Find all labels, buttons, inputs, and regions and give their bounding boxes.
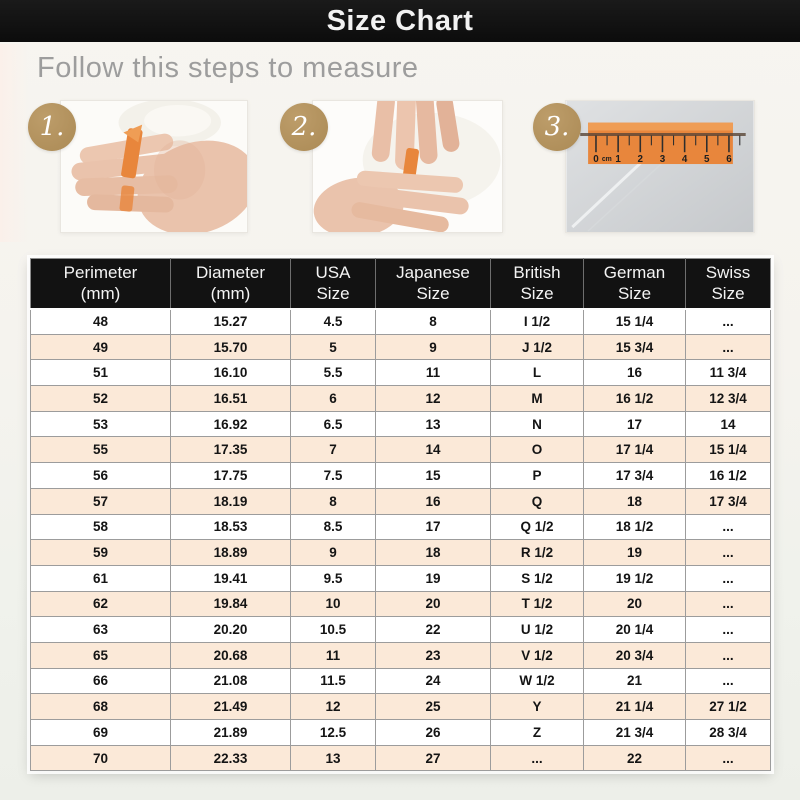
table-cell: 15 1/4 xyxy=(584,309,686,335)
steps-heading: Follow this steps to measure xyxy=(37,52,419,84)
table-cell: 24 xyxy=(376,668,491,694)
table-cell: 18.89 xyxy=(171,540,291,566)
table-cell: 21 1/4 xyxy=(584,694,686,720)
table-cell: 26 xyxy=(376,720,491,746)
table-row xyxy=(31,565,771,591)
table-cell: R 1/2 xyxy=(491,540,584,566)
step-1-badge xyxy=(28,103,76,151)
table-cell: 70 xyxy=(31,745,171,771)
table-cell: 48 xyxy=(31,309,171,335)
table-cell: 16 1/2 xyxy=(686,463,771,489)
table-cell: 27 1/2 xyxy=(686,694,771,720)
table-cell: 10.5 xyxy=(291,617,376,643)
table-cell: W 1/2 xyxy=(491,668,584,694)
table-header xyxy=(31,259,771,309)
table-cell: 10 xyxy=(291,591,376,617)
ruler-label-4: 4 xyxy=(681,154,688,166)
table-cell: 56 xyxy=(31,463,171,489)
table-cell: I 1/2 xyxy=(491,309,584,335)
table-cell: 16.92 xyxy=(171,411,291,437)
table-cell: 20 xyxy=(584,591,686,617)
table-cell: 69 xyxy=(31,720,171,746)
steps-row xyxy=(0,100,800,240)
table-row xyxy=(31,309,771,335)
table-cell: 21.89 xyxy=(171,720,291,746)
table-cell: 61 xyxy=(31,565,171,591)
table-row xyxy=(31,668,771,694)
table-cell: 21.08 xyxy=(171,668,291,694)
ring-size-table xyxy=(30,258,771,771)
table-cell: 12 xyxy=(376,386,491,412)
table-row xyxy=(31,642,771,668)
step-2-photo xyxy=(291,100,503,233)
table-cell: 9 xyxy=(291,540,376,566)
table-cell: 25 xyxy=(376,694,491,720)
table-cell: 17 xyxy=(584,411,686,437)
table-row xyxy=(31,694,771,720)
table-cell: 13 xyxy=(291,745,376,771)
table-cell: ... xyxy=(686,745,771,771)
table-cell: 18.53 xyxy=(171,514,291,540)
table-row xyxy=(31,488,771,514)
table-cell: Q xyxy=(491,488,584,514)
step-2-badge xyxy=(280,103,328,151)
table-cell: 6 xyxy=(291,386,376,412)
table-cell: 16.10 xyxy=(171,360,291,386)
ruler-label-cm: cm xyxy=(601,156,612,164)
table-cell: 9 xyxy=(376,334,491,360)
table-cell: 16 1/2 xyxy=(584,386,686,412)
table-cell: Q 1/2 xyxy=(491,514,584,540)
column-header: British Size xyxy=(491,259,584,309)
table-cell: J 1/2 xyxy=(491,334,584,360)
table-cell: 49 xyxy=(31,334,171,360)
table-cell: 6.5 xyxy=(291,411,376,437)
ruler-measure-illustration xyxy=(566,101,754,232)
ruler-label-0: 0 xyxy=(593,154,599,166)
table-cell: 11 xyxy=(291,642,376,668)
table-cell: 23 xyxy=(376,642,491,668)
table-cell: ... xyxy=(686,514,771,540)
table-cell: 15.70 xyxy=(171,334,291,360)
table-cell: 28 3/4 xyxy=(686,720,771,746)
ruler-label-3: 3 xyxy=(659,154,666,166)
table-cell: 19.41 xyxy=(171,565,291,591)
table-row xyxy=(31,360,771,386)
marking-strip-illustration xyxy=(313,101,502,232)
table-cell: 22 xyxy=(376,617,491,643)
table-cell: 5 xyxy=(291,334,376,360)
table-cell: 7.5 xyxy=(291,463,376,489)
table-cell: 8.5 xyxy=(291,514,376,540)
table-cell: 57 xyxy=(31,488,171,514)
table-cell: ... xyxy=(686,617,771,643)
table-cell: 11 3/4 xyxy=(686,360,771,386)
table-cell: S 1/2 xyxy=(491,565,584,591)
table-cell: T 1/2 xyxy=(491,591,584,617)
table-cell: 20 xyxy=(376,591,491,617)
table-cell: 15 xyxy=(376,463,491,489)
hand-with-strip-illustration xyxy=(61,101,247,232)
table-cell: 21.49 xyxy=(171,694,291,720)
table-row xyxy=(31,514,771,540)
table-row xyxy=(31,591,771,617)
table-cell: 17 3/4 xyxy=(686,488,771,514)
table-cell: 22.33 xyxy=(171,745,291,771)
table-cell: 12 3/4 xyxy=(686,386,771,412)
table-cell: 58 xyxy=(31,514,171,540)
table-cell: ... xyxy=(686,668,771,694)
table-cell: 15 3/4 xyxy=(584,334,686,360)
table-cell: 4.5 xyxy=(291,309,376,335)
table-cell: 27 xyxy=(376,745,491,771)
table-cell: 18 1/2 xyxy=(584,514,686,540)
table-cell: 17.35 xyxy=(171,437,291,463)
step-2-number: 2. xyxy=(291,112,317,142)
table-header-row xyxy=(31,259,771,309)
table-body xyxy=(31,309,771,771)
column-header: German Size xyxy=(584,259,686,309)
column-header: Swiss Size xyxy=(686,259,771,309)
table-row xyxy=(31,617,771,643)
table-row xyxy=(31,386,771,412)
table-cell: 14 xyxy=(376,437,491,463)
table-cell: 19 xyxy=(376,565,491,591)
table-cell: ... xyxy=(686,565,771,591)
ruler-label-6: 6 xyxy=(726,154,732,166)
step-1-number: 1. xyxy=(39,112,65,142)
table-cell: ... xyxy=(491,745,584,771)
table-cell: 55 xyxy=(31,437,171,463)
table-cell: 63 xyxy=(31,617,171,643)
table-cell: 21 3/4 xyxy=(584,720,686,746)
table-cell: 17 xyxy=(376,514,491,540)
ruler-label-2: 2 xyxy=(637,154,644,166)
table-cell: 13 xyxy=(376,411,491,437)
table-cell: 17.75 xyxy=(171,463,291,489)
table-cell: 21 xyxy=(584,668,686,694)
table-cell: 15 1/4 xyxy=(686,437,771,463)
table-cell: ... xyxy=(686,540,771,566)
table-row xyxy=(31,463,771,489)
table-cell: ... xyxy=(686,642,771,668)
page-title: Size Chart xyxy=(326,4,474,37)
step-3-badge xyxy=(533,103,581,151)
table-cell: V 1/2 xyxy=(491,642,584,668)
table-cell: 5.5 xyxy=(291,360,376,386)
table-cell: 7 xyxy=(291,437,376,463)
table-cell: 15.27 xyxy=(171,309,291,335)
table-cell: O xyxy=(491,437,584,463)
table-cell: 16.51 xyxy=(171,386,291,412)
title-bar xyxy=(0,0,800,42)
table-cell: 20 1/4 xyxy=(584,617,686,643)
table-cell: 20 3/4 xyxy=(584,642,686,668)
table-cell: 66 xyxy=(31,668,171,694)
column-header: Japanese Size xyxy=(376,259,491,309)
table-cell: 17 3/4 xyxy=(584,463,686,489)
ruler-label-1: 1 xyxy=(615,154,621,166)
table-row xyxy=(31,334,771,360)
table-cell: U 1/2 xyxy=(491,617,584,643)
table-cell: M xyxy=(491,386,584,412)
table-cell: 18 xyxy=(584,488,686,514)
table-row xyxy=(31,720,771,746)
table-cell: 22 xyxy=(584,745,686,771)
table-cell: 11 xyxy=(376,360,491,386)
table-cell: 53 xyxy=(31,411,171,437)
table-cell: N xyxy=(491,411,584,437)
table-cell: 62 xyxy=(31,591,171,617)
table-cell: 19.84 xyxy=(171,591,291,617)
table-cell: Z xyxy=(491,720,584,746)
ruler-label-5: 5 xyxy=(704,154,710,166)
column-header: Perimeter (mm) xyxy=(31,259,171,309)
table-cell: 18.19 xyxy=(171,488,291,514)
table-cell: ... xyxy=(686,334,771,360)
table-cell: ... xyxy=(686,591,771,617)
table-cell: Y xyxy=(491,694,584,720)
table-row xyxy=(31,745,771,771)
table-cell: 12 xyxy=(291,694,376,720)
column-header: Diameter (mm) xyxy=(171,259,291,309)
table-cell: 68 xyxy=(31,694,171,720)
table-cell: 8 xyxy=(291,488,376,514)
table-cell: 20.68 xyxy=(171,642,291,668)
table-cell: 16 xyxy=(584,360,686,386)
table-row xyxy=(31,437,771,463)
table-cell: 9.5 xyxy=(291,565,376,591)
table-cell: 19 1/2 xyxy=(584,565,686,591)
table-cell: P xyxy=(491,463,584,489)
table-cell: 16 xyxy=(376,488,491,514)
table-cell: 8 xyxy=(376,309,491,335)
table-cell: 19 xyxy=(584,540,686,566)
table-cell: 14 xyxy=(686,411,771,437)
table-cell: 20.20 xyxy=(171,617,291,643)
step-3-photo xyxy=(544,100,755,233)
table-cell: 59 xyxy=(31,540,171,566)
table-cell: L xyxy=(491,360,584,386)
table-cell: 51 xyxy=(31,360,171,386)
table-cell: 12.5 xyxy=(291,720,376,746)
table-cell: 52 xyxy=(31,386,171,412)
table-cell: 65 xyxy=(31,642,171,668)
step-3-number: 3. xyxy=(544,112,570,142)
table-cell: 11.5 xyxy=(291,668,376,694)
table-cell: ... xyxy=(686,309,771,335)
table-row xyxy=(31,411,771,437)
table-cell: 18 xyxy=(376,540,491,566)
column-header: USA Size xyxy=(291,259,376,309)
table-row xyxy=(31,540,771,566)
table-cell: 17 1/4 xyxy=(584,437,686,463)
step-1-photo xyxy=(39,100,248,233)
